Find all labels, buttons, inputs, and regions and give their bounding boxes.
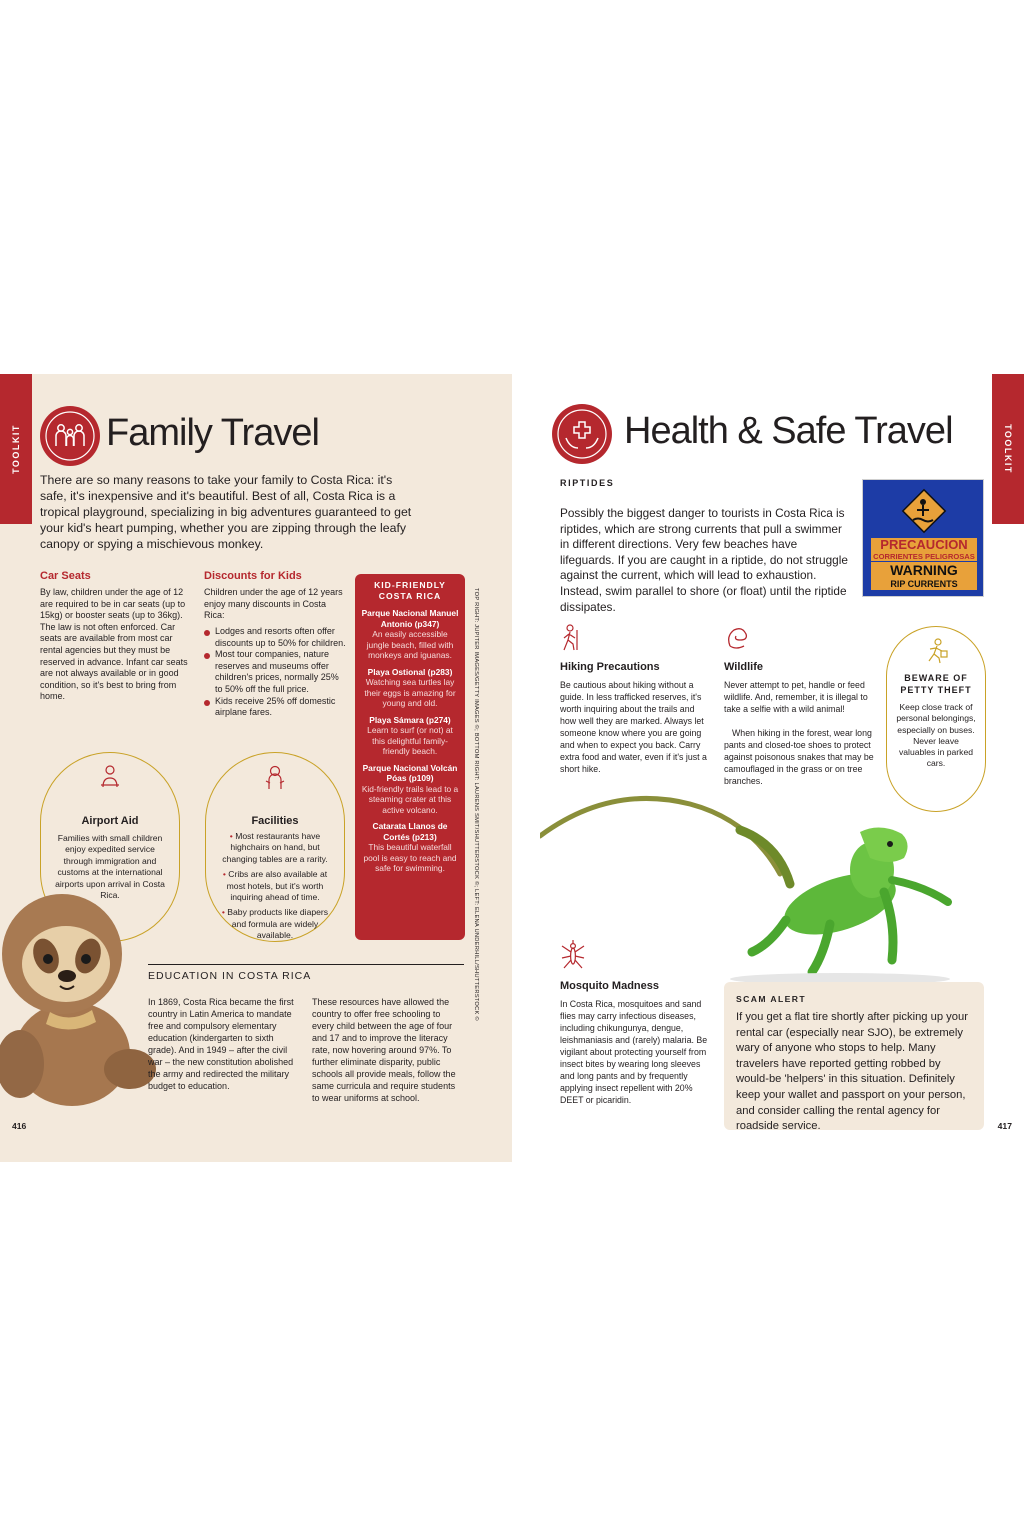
sign-line-2: CORRIENTES PELIGROSAS bbox=[871, 552, 977, 561]
book-spread bbox=[0, 374, 1024, 1162]
education-title: EDUCATION IN COSTA RICA bbox=[148, 970, 312, 982]
hiker-icon bbox=[558, 624, 582, 652]
thief-icon bbox=[922, 637, 950, 665]
sloth-toy-image bbox=[0, 864, 160, 1114]
kid-friendly-entry-desc: Watching sea turtles lay their eggs is amazing for young and old. bbox=[364, 677, 456, 708]
page-number: 417 bbox=[997, 1121, 1012, 1131]
kid-friendly-title: KID-FRIENDLY COSTA RICA bbox=[374, 580, 446, 601]
kid-friendly-entry-desc: Kid-friendly trails lead to a steaming crater at this active volcano. bbox=[361, 783, 459, 815]
hiking-text: Be cautious about hiking without a guide. In less trafficked reserves, it's worth inquiring about the trails and how well they are marked. Always let someone know where you are going and when to expect you back. Carry extra food and water, even if it's just a short hike. bbox=[560, 680, 707, 774]
list-item: Most tour companies, nature reserves and museums offer children's prices, normally 25% to 50% off the full price. bbox=[204, 649, 348, 695]
kid-friendly-entry-desc: Learn to surf (or not) at this delightful family-friendly beach. bbox=[367, 725, 453, 756]
page-title: Family Travel bbox=[106, 412, 319, 454]
car-seats-text: By law, children under the age of 12 are required to be in car seats (up to 15kg) or booster seats (up to 36kg). The law is not often enforced. Car seats are available from most car rental agencies but they must be reserved in advance. Infant car seats are not always available or in good condition, so it's best to bring from home. bbox=[40, 587, 188, 702]
kid-friendly-entry-desc: This beautiful waterfall pool is easy to reach and safe for swimming. bbox=[363, 842, 457, 873]
mosquito-heading: Mosquito Madness bbox=[560, 980, 660, 992]
facilities-list: • Most restaurants have highchairs on hand, but changing tables are a rarity. • Cribs are also available at most hotels, but it's worth inquiring ahead of time. • Baby products like diapers and formula are widely available. bbox=[221, 831, 329, 941]
photo-credit bbox=[470, 588, 482, 1021]
snake-icon bbox=[724, 624, 752, 652]
list-item: Lodges and resorts often offer discounts up to 50% for children. bbox=[204, 626, 348, 649]
scam-alert-text: If you get a flat tire shortly after picking up your rental car (especially near SJO), be extremely wary of anyone who stops to help. Many travelers have reported getting robbed by would-be 'helpers' in this situation. Definitely keep your wallet and passport on your person, and consider calling the rental agency for roadside service. bbox=[736, 1011, 968, 1133]
family-icon bbox=[40, 406, 100, 466]
sign-line-1: PRECAUCION bbox=[871, 538, 977, 552]
petty-theft-title: BEWARE OF PETTY THEFT bbox=[900, 673, 972, 695]
scam-alert-title: SCAM ALERT bbox=[736, 994, 807, 1004]
wildlife-text-1: Never attempt to pet, handle or feed wildlife. And, remember, it is illegal to take a selfie with a wild animal! bbox=[724, 680, 868, 714]
toolkit-tab bbox=[0, 374, 32, 524]
riptides-text: Possibly the biggest danger to tourists in Costa Rica is riptides, which are strong currents that pull a swimmer in different directions. Very few beaches have lifeguards. If you are caught in a riptide, do not struggle against the current, which will lead to exhaustion. Instead, swim parallel to shore (or float) until the riptide dissipates. bbox=[560, 506, 848, 614]
discounts-heading: Discounts for Kids bbox=[204, 570, 302, 582]
toolkit-tab-label: TOOLKIT bbox=[1003, 424, 1013, 474]
health-hands-icon bbox=[552, 404, 612, 464]
page-title: Health & Safe Travel bbox=[624, 410, 953, 452]
photo-credit-text: TOP RIGHT: JUPITER IMAGES/GETTY IMAGES ©; BOTTOM RIGHT: LAURENS SMIT/SHUTTERSTOCK ©; LEFT: ELENA UNDERHILL/SHUTTERSTOCK © bbox=[473, 588, 479, 1021]
rip-current-sign-image bbox=[862, 479, 984, 597]
list-item: Baby products like diapers and formula are widely available. bbox=[227, 907, 329, 941]
right-page bbox=[512, 374, 1024, 1162]
discounts-list bbox=[204, 626, 348, 719]
airport-aid-title: Airport Aid bbox=[81, 815, 139, 827]
education-col-1: In 1869, Costa Rica became the first country in Latin America to mandate free and compulsory elementary education (kindergarten to sixth grade). And in 1949 – after the civil war – the new constitution abolished the army and redirected the military budget to education. bbox=[148, 997, 294, 1091]
sign-line-4: RIP CURRENTS bbox=[871, 578, 977, 590]
kid-friendly-box bbox=[355, 574, 465, 940]
kid-friendly-entry-name: Parque Nacional Manuel Antonio (p347) bbox=[361, 608, 459, 629]
car-seats-heading: Car Seats bbox=[40, 570, 91, 582]
hiking-heading: Hiking Precautions bbox=[560, 661, 660, 673]
left-page bbox=[0, 374, 512, 1162]
airport-icon bbox=[95, 763, 125, 793]
wildlife-text-2: When hiking in the forest, wear long pants and closed-toe shoes to protect against poisonous snakes that may be camouflaged in the grass or on tree branches. bbox=[724, 728, 874, 786]
list-item: Most restaurants have highchairs on hand, but changing tables are a rarity. bbox=[222, 831, 328, 864]
facilities-title: Facilities bbox=[251, 815, 299, 827]
riptides-label: RIPTIDES bbox=[560, 478, 615, 488]
kid-friendly-entry-desc: An easily accessible jungle beach, filled with monkeys and iguanas. bbox=[366, 629, 454, 660]
education-col-2: These resources have allowed the country to offer free schooling to every child between the age of four and 17 and to improve the literacy rate, now hovering around 97%. To further eliminate disparity, public schools all provide meals, follow the same curricula and require students to wear uniforms at school. bbox=[312, 997, 456, 1103]
toolkit-tab bbox=[992, 374, 1024, 524]
divider bbox=[148, 964, 464, 965]
list-item: Kids receive 25% off domestic airplane fares. bbox=[204, 696, 348, 719]
baby-icon bbox=[260, 763, 290, 793]
intro-paragraph: There are so many reasons to take your family to Costa Rica: it's safe, it's inexpensive and it's beautiful. Best of all, Costa Rica is a tropical playground, specializing in big adventures guaranteed to get your kid's heart pumping, whether you are zipping through the leafy canopy or spying a mischievous monkey. bbox=[40, 473, 412, 551]
kid-friendly-entry-name: Playa Sámara (p274) bbox=[369, 714, 451, 725]
facilities-card bbox=[205, 752, 345, 942]
kid-friendly-entry-name: Catarata Llanos de Cortés (p213) bbox=[372, 821, 448, 842]
page-number: 416 bbox=[12, 1121, 27, 1131]
list-item: Cribs are also available at most hotels, but it's worth inquiring ahead of time. bbox=[226, 869, 328, 903]
scam-alert-box bbox=[724, 982, 984, 1133]
mosquito-text: In Costa Rica, mosquitoes and sand flies may carry infectious diseases, including chikungunya, dengue, leishmaniasis and (rarely) malaria. Be vigilant about protecting yourself from insect bites by wearing long sleeves and long pants and by frequently applying insect repellent with 20% DEET or picaridin. bbox=[560, 999, 708, 1105]
sign-line-3: WARNING bbox=[871, 562, 977, 578]
swimmer-warning-icon bbox=[899, 486, 949, 536]
kid-friendly-entry-name: Parque Nacional Volcán Póas (p109) bbox=[362, 762, 458, 783]
kid-friendly-entry-name: Playa Ostional (p283) bbox=[367, 666, 453, 677]
wildlife-heading: Wildlife bbox=[724, 661, 764, 673]
iguana-image bbox=[540, 774, 980, 994]
discounts-intro: Children under the age of 12 years enjoy many discounts in Costa Rica: bbox=[204, 587, 343, 621]
mosquito-icon bbox=[558, 940, 588, 970]
toolkit-tab-label: TOOLKIT bbox=[11, 424, 21, 474]
petty-theft-text: Keep close track of personal belongings, especially on buses. Never leave valuables in parked cars. bbox=[896, 702, 976, 769]
airport-aid-text: Families with small children enjoy expedited service through immigration and customs at the international airports upon arrival in Costa Rica. bbox=[55, 833, 165, 901]
